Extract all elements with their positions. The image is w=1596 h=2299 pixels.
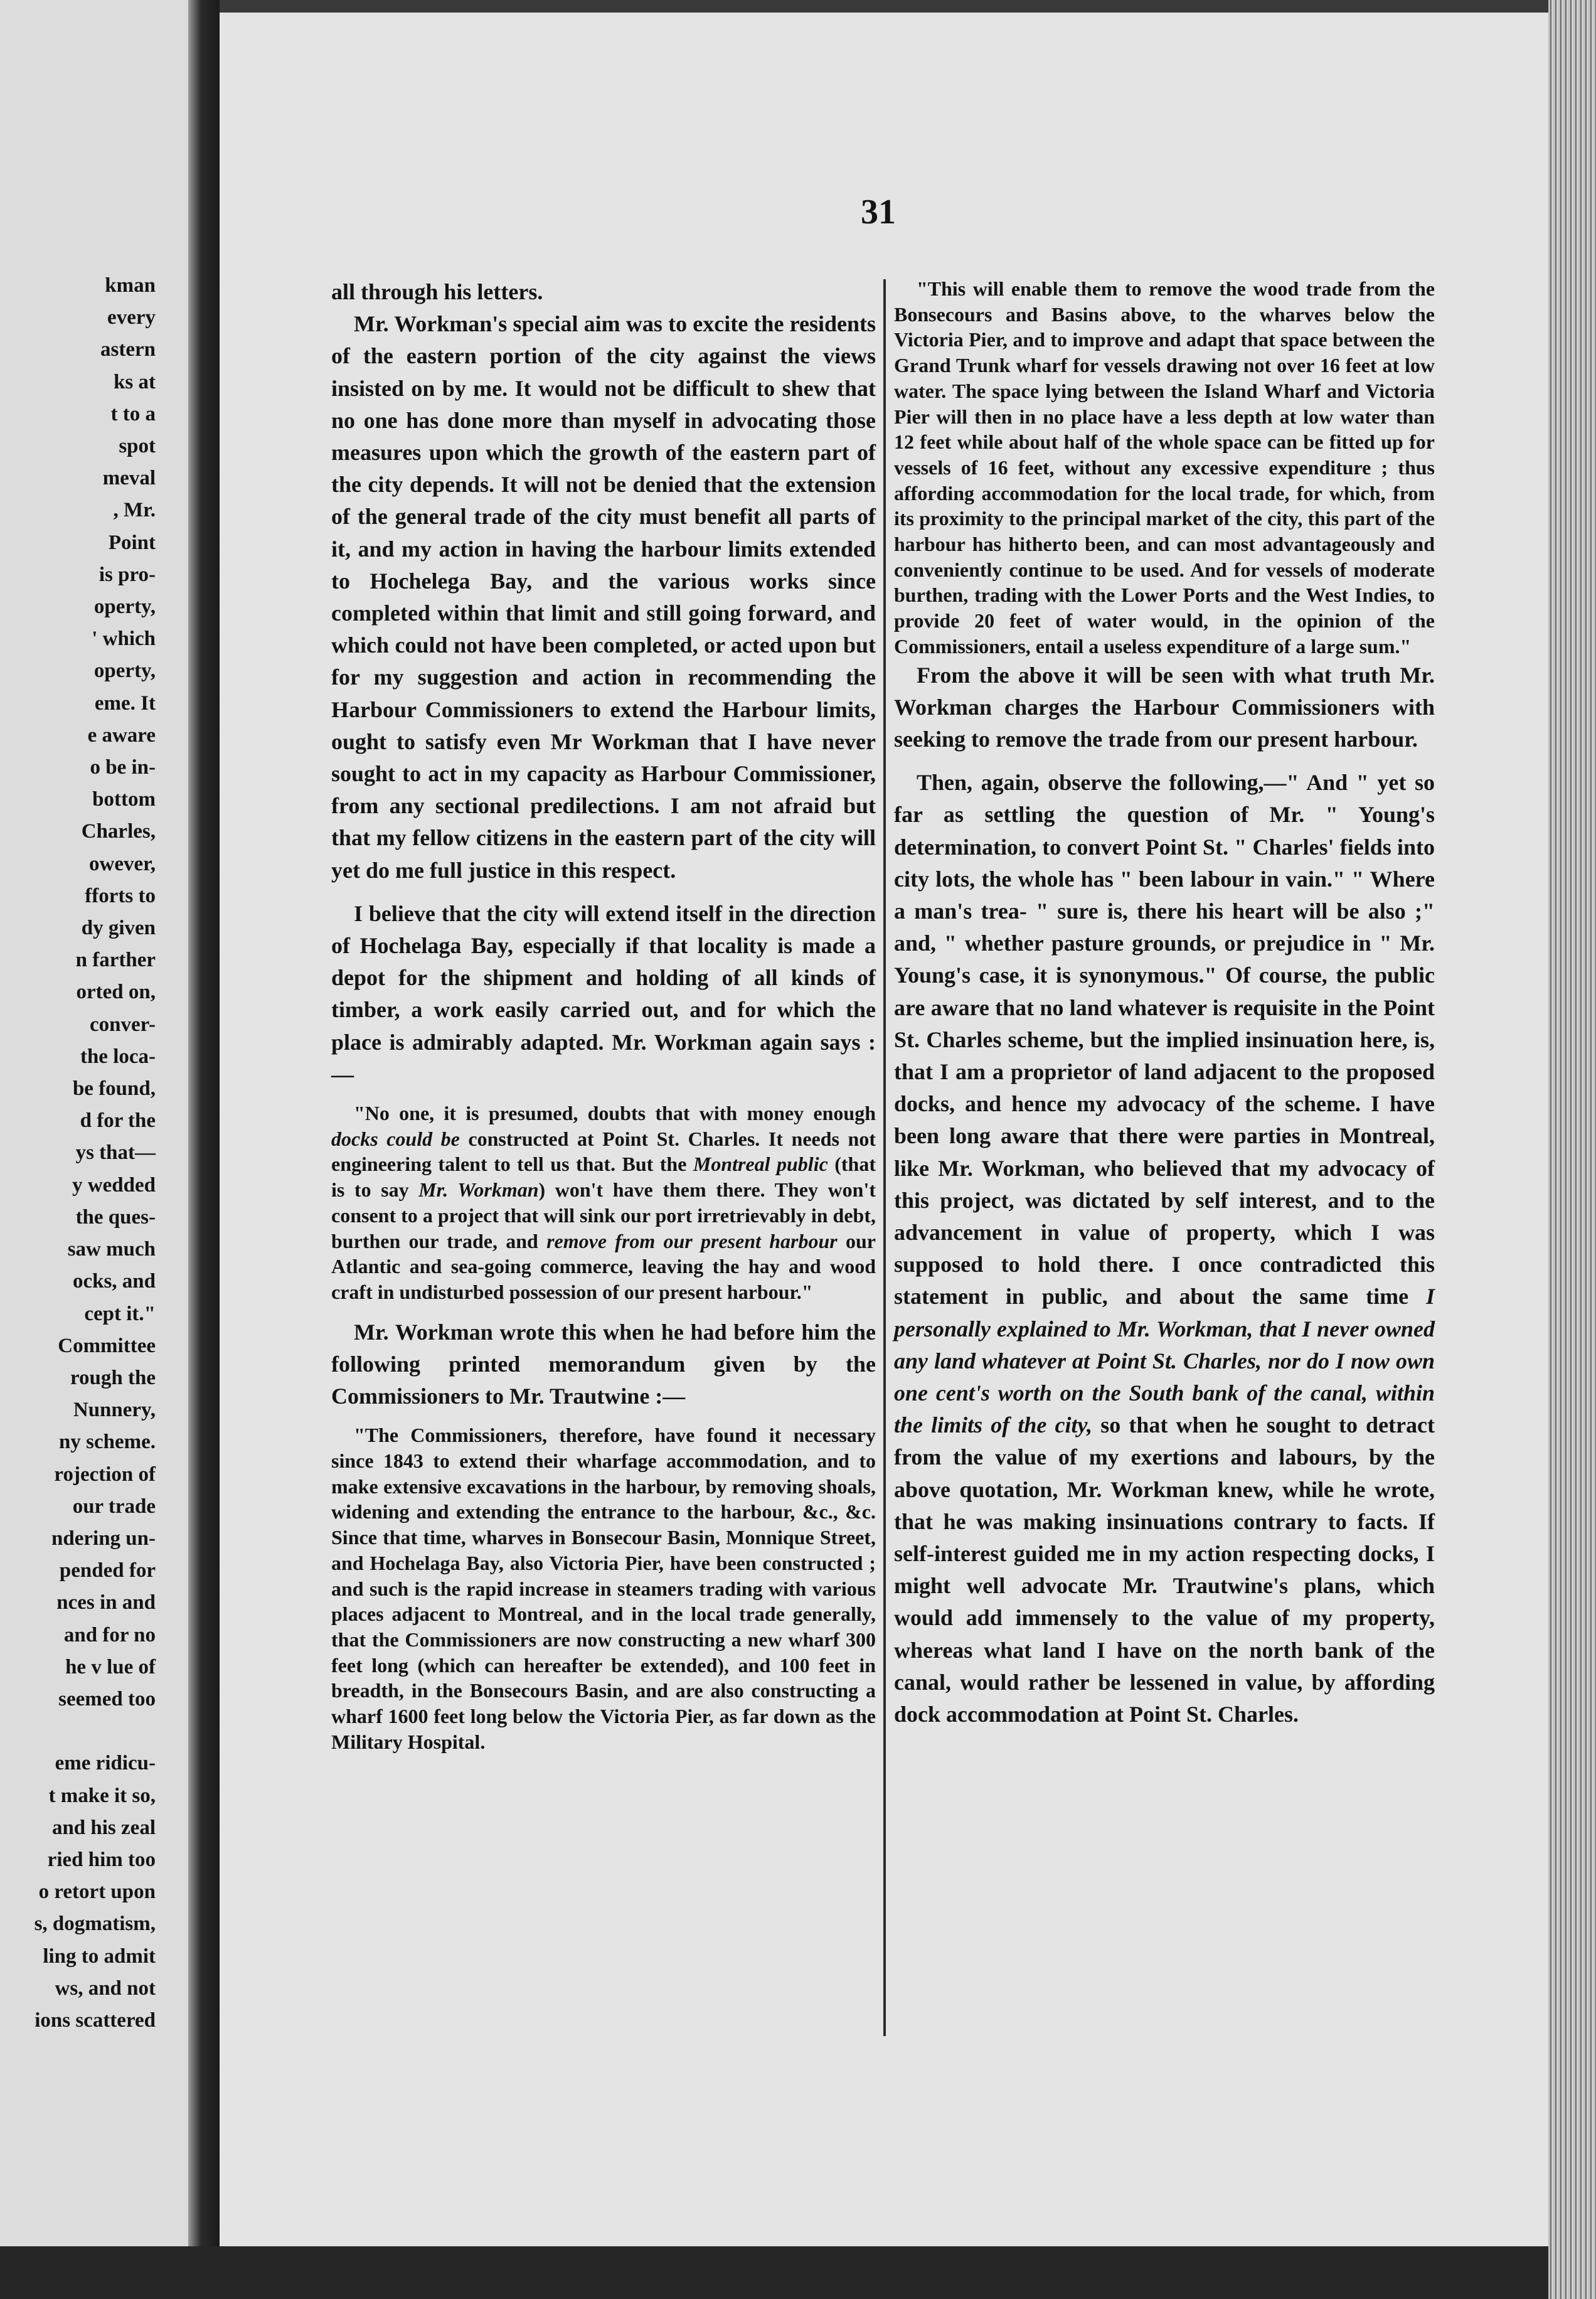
fragment-line: cept it." [84,1302,156,1325]
fragment-line: ling to admit [43,1944,156,1968]
text-run: ) won't have them there. They won't consent to a project that will sink our port irretrievably in debt, burthen our trade, and [331,1178,876,1252]
fragment-line: ndering un- [51,1527,156,1550]
fragment-line: spot [119,435,156,458]
bottom-shadow [0,2246,1548,2299]
fragment-line: seemed too [58,1687,156,1710]
fragment-line: be found, [72,1077,156,1101]
fragment-line: t to a [110,402,156,425]
fragment-line: meval [102,467,156,490]
fragment-line: is pro- [98,563,156,586]
paragraph: From the above it will be seen with what truth Mr. Workman charges the Harbour Commissioners with seeking to remove the trade from our present harbour. [894,662,1435,752]
left-page-text-fragment [0,270,156,2037]
fragment-line: and his zeal [51,1816,156,1839]
fragment-line: Charles, [81,820,156,843]
fragment-line: astern [100,338,156,361]
fragment-line: ried him too [47,1848,156,1871]
fragment-line: , Mr. [113,499,156,522]
fragment-line: fforts to [85,884,156,907]
quoted-passage [331,1422,876,1754]
fragment-line: o retort upon [38,1880,156,1904]
fragment-line: Nunnery, [73,1399,156,1422]
fragment-line: eme. It [94,691,156,715]
fragment-line: ny scheme. [59,1431,156,1454]
text-column-right [894,276,1435,1731]
text-column-left [331,276,876,1754]
book-gutter [188,0,220,2299]
fragment-line: bottom [92,788,156,811]
paragraph [894,767,1435,1731]
fragment-line: owever, [89,852,156,875]
fragment-line: kman [105,274,156,297]
fragment-line: n farther [75,949,156,972]
paragraph: all through his letters. [331,279,543,304]
fragment-line: the loca- [80,1045,156,1068]
italic-text: remove from our present harbour [546,1229,838,1252]
text-run: "The Commissioners, therefore, have found it necessary since 1843 to extend their wharfage accommodation, and to make extensive excavations in the harbour, by removing shoals, widening and extending the entrance to the harbour, &c., &c. Since that time, wharves in Bonsecour Basin, Monnique Street, and Hochelaga Bay, also Victoria Pier, have been constructed ; and such is the rapid increase in steamers trading with various places adjacent to Montreal, and in the local trade generally, that the Commissioners are now constructing a new wharf 300 feet long (which can hereafter be extended), and 100 feet in breadth, in the Bonsecours Basin, and are also constructing a wharf 1600 feet long below the Victoria Pier, as far down as the Military Hospital. [331,1424,876,1753]
fragment-line: conver- [89,1013,156,1036]
fragment-line [0,1715,156,1747]
fragment-line: our trade [72,1495,156,1518]
left-facing-page [0,0,188,2246]
fragment-line: s, dogmatism, [34,1912,156,1936]
paragraph: Mr. Workman's special aim was to excite the residents of the eastern portion of the city against the views insisted on by me. It would not be difficult to shew that no one has done more than myself in advocating those measures upon which the growth of the eastern part of the city depends. It will not be denied that the extension of the general trade of the city must benefit all parts of it, and my action in having the harbour limits extended to Hochelega Bay, and the various works since completed within that limit and still going forward, and which could not have been completed, or acted upon but for my suggestion and action in recommending the Harbour Commissioners to extend the Harbour limits, ought to satisfy even Mr Workman that I have never sought to act in my capacity as Harbour Commissioner, from any sectional predilections. I am not afraid but that my fellow citizens in the eastern part of the city will yet do me full justice in this respect. [331,311,876,883]
fragment-line: t make it so, [48,1784,156,1807]
fragment-line: Committee [58,1334,156,1357]
text-run: our Atlantic and sea-going commerce, leaving the hay and wood craft in undisturbed possession of our present harbour." [331,1229,876,1303]
fragment-line: y wedded [72,1173,156,1197]
quoted-passage [894,276,1435,659]
italic-text: docks could be [331,1127,460,1150]
fragment-line: dy given [81,917,156,940]
fragment-line: eme ridicu- [55,1752,156,1775]
fragment-line: operty, [93,595,156,619]
fragment-line: ions scattered [35,2008,156,2032]
italic-text: Mr. Workman [418,1178,539,1202]
text-run: Then, again, observe the following,—" And " yet so far as settling the question of Mr. " Young's determination, to convert Point St. " Charles' fields into city lots, the whole has " been labour in vain." " Where a man's trea- " sure is, there his heart will be also ;" and, " whether pasture grounds, or prejudice in " Mr. Young's case, it is synonymous." Of course, the public are aware that no land whatever is requisite in the Point St. Charles scheme, but the implied insinuation here, is, that I am a proprietor of land adjacent to the proposed docks, and hence my advocacy of the scheme. I have been long aware that there were parties in Montreal, like Mr. Workman, who believed that my advocacy of this project, was dictated by self interest, and to the advancement in value of property, which I was supposed to hold there. I once contradicted this statement in public, and about the same time [894,770,1435,1310]
fragment-line: ws, and not [55,1976,156,2000]
fragment-line: ocks, and [72,1270,156,1293]
fragment-line: e aware [87,723,156,747]
fragment-line: nces in and [56,1591,156,1614]
paragraph: I believe that the city will extend itself in the direction of Hochelaga Bay, especially if that locality is made a depot for the shipment and holding of all kinds of timber, a work easily carried out, and for which the place is admirably adapted. Mr. Workman again says :— [331,900,876,1087]
fragment-line: orted on, [76,981,156,1004]
column-divider [883,279,886,2036]
text-run: constructed at Point St. Charles. It needs not engineering talent to tell us that. But the [331,1127,876,1176]
fragment-line: operty, [93,659,156,683]
fragment-line: ks at [114,370,156,393]
fragment-line: rough the [70,1366,156,1389]
fragment-line: and for no [63,1623,156,1646]
fragment-line: every [107,306,156,329]
italic-text: Montreal public [693,1153,828,1176]
page-number: 31 [861,193,896,232]
fragment-line: d for the [80,1109,156,1133]
fragment-line: saw much [67,1238,156,1261]
text-run: so that when he sought to detract from the value of my exertions and labours, by the above quotation, Mr. Workman knew, while he wrote, that he was making insinuations contrary to facts. If self-interest guided me in my action respecting docks, I might well advocate Mr. Trautwine's plans, which would add immensely to the value of my property, whereas what land I have on the north bank of the canal, would rather be lessened in value, by affording dock accommodation at Point St. Charles. [894,1412,1435,1727]
text-run: "No one, it is presumed, doubts that with money enough [354,1102,876,1125]
page-edge [1548,0,1596,2299]
fragment-line: pended for [59,1559,156,1582]
paragraph: Mr. Workman wrote this when he had before him the following printed memorandum given by the Commissioners to Mr. Trautwine :— [331,1319,876,1409]
fragment-line: rojection of [54,1463,156,1486]
fragment-line: o be in- [90,756,156,779]
fragment-line: he v lue of [65,1655,156,1678]
text-run: (that is to say [331,1153,876,1202]
quoted-passage [331,1101,876,1305]
fragment-line: ys that— [75,1141,156,1165]
fragment-line: Point [108,531,156,554]
text-run: "This will enable them to remove the wood trade from the Bonsecours and Basins above, to the wharves below the Victoria Pier, and to improve and adapt that space between the Grand Trunk wharf for vessels drawing not over 16 feet at low water. The space lying between the Island Wharf and Victoria Pier will then in no place have a less depth at low water than 12 feet while about half of the whole space can be fitted up for vessels of 16 feet, without any excessive expenditure ; thus affording accommodation for the local trade, for which, from its proximity to the principal market of the city, this part of the harbour has hitherto been, and can most advantageously and conveniently continue to be used. And for vessels of moderate burthen, trading with the Lower Ports and the West Indies, to provide 20 feet of water would, in the opinion of the Commissioners, entail a useless expenditure of a large sum." [894,277,1435,658]
italic-text: I personally explained to Mr. Workman, that I never owned any land whatever at Point St. Charles, nor do I now own one cent's worth on the South bank of the canal, within the limits of the city, [894,1284,1435,1438]
fragment-line: ' which [92,627,156,651]
fragment-line: the ques- [75,1205,156,1229]
